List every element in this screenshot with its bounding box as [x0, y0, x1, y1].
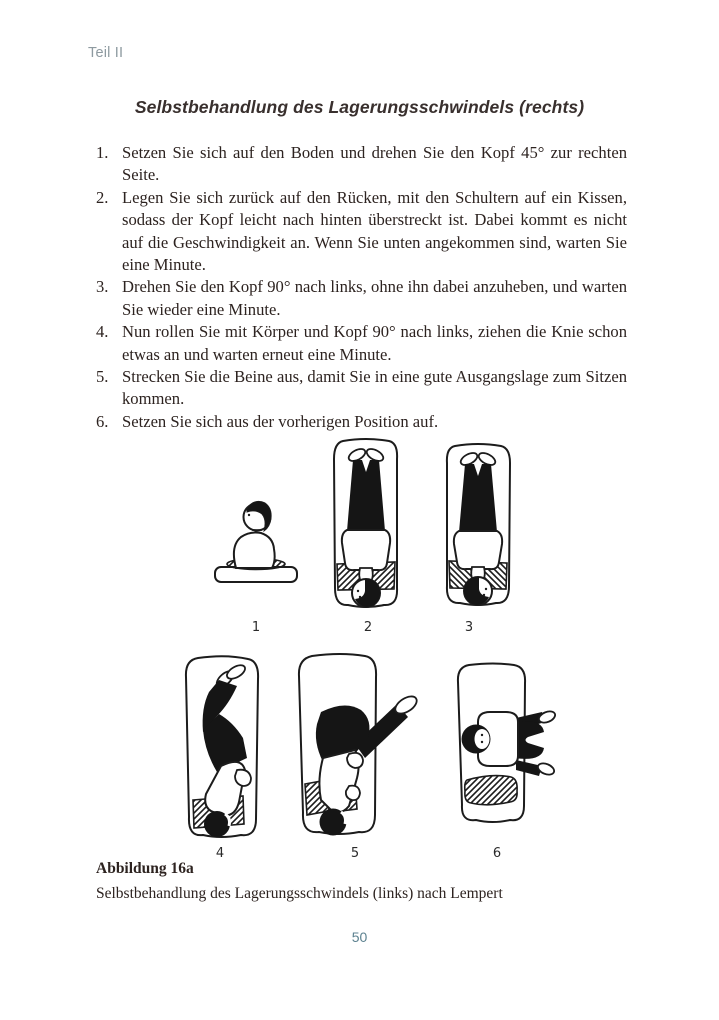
instruction-text: Drehen Sie den Kopf 90° nach links, ohne ihn dabei anzuheben, und warten Sie wieder eine Minute.	[122, 277, 627, 319]
instruction-text: Legen Sie sich zurück auf den Rücken, mit den Schultern auf ein Kissen, sodass der Kopf leicht nach hinten überstreckt ist. Dabei kommt es nicht auf die Geschwindigkeit an. Wenn Sie unten angekommen sind, warten Sie eine Minute.	[122, 187, 627, 275]
figure-number-label: 2	[363, 620, 373, 635]
figure-number-label: 5	[350, 846, 360, 861]
section-label: Teil II	[88, 45, 124, 61]
instruction-item	[96, 276, 627, 321]
instruction-number: 6.	[96, 411, 109, 431]
instruction-item	[96, 366, 627, 411]
figure-number-label: 1	[251, 620, 261, 635]
figure-panel-5	[293, 650, 427, 842]
instruction-text: Setzen Sie sich auf den Boden und drehen Sie den Kopf 45° zur rechten Seite.	[122, 143, 627, 185]
figure-caption-text: Selbstbehandlung des Lagerungsschwindels (links) nach Lempert	[96, 885, 503, 902]
instruction-number: 5.	[96, 367, 109, 387]
figure-number-label: 6	[492, 846, 502, 861]
instruction-list	[96, 142, 627, 433]
figure-panel-1	[203, 490, 308, 592]
instruction-item	[96, 321, 627, 366]
figure-3-lying-head-left-illustration	[440, 441, 516, 611]
instruction-text: Nun rollen Sie mit Körper und Kopf 90° nach links, ziehen die Knie schon etwas an und warten erneut eine Minute.	[122, 322, 627, 364]
figure-1-sitting-illustration	[203, 490, 308, 592]
page-title: Selbstbehandlung des Lagerungsschwindels (rechts)	[134, 97, 585, 117]
page-number: 50	[351, 929, 368, 945]
figure-panel-6	[452, 660, 556, 830]
figure-panel-4	[181, 652, 265, 844]
instruction-text: Strecken Sie die Beine aus, damit Sie in eine gute Ausgangslage zum Sitzen kommen.	[122, 367, 627, 409]
instruction-number: 2.	[96, 187, 109, 207]
instruction-item	[96, 187, 627, 277]
figure-caption-title: Abbildung 16a	[96, 860, 194, 877]
figure-panel-2	[328, 436, 404, 614]
instruction-item	[96, 411, 627, 433]
instruction-item	[96, 142, 627, 187]
figure-panel-3	[440, 441, 516, 611]
instruction-number: 4.	[96, 322, 109, 342]
instruction-number: 3.	[96, 277, 109, 297]
instruction-number: 1.	[96, 143, 109, 162]
figure-number-label: 4	[215, 846, 225, 861]
figure-number-label: 3	[464, 620, 474, 635]
figure-4-side-roll-illustration	[181, 652, 265, 844]
figure-2-lying-illustration	[328, 436, 404, 614]
figure-5-leg-extended-illustration	[293, 650, 427, 842]
figure-6-sitting-up-illustration	[452, 660, 556, 830]
instruction-text: Setzen Sie sich aus der vorherigen Position auf.	[122, 411, 439, 431]
